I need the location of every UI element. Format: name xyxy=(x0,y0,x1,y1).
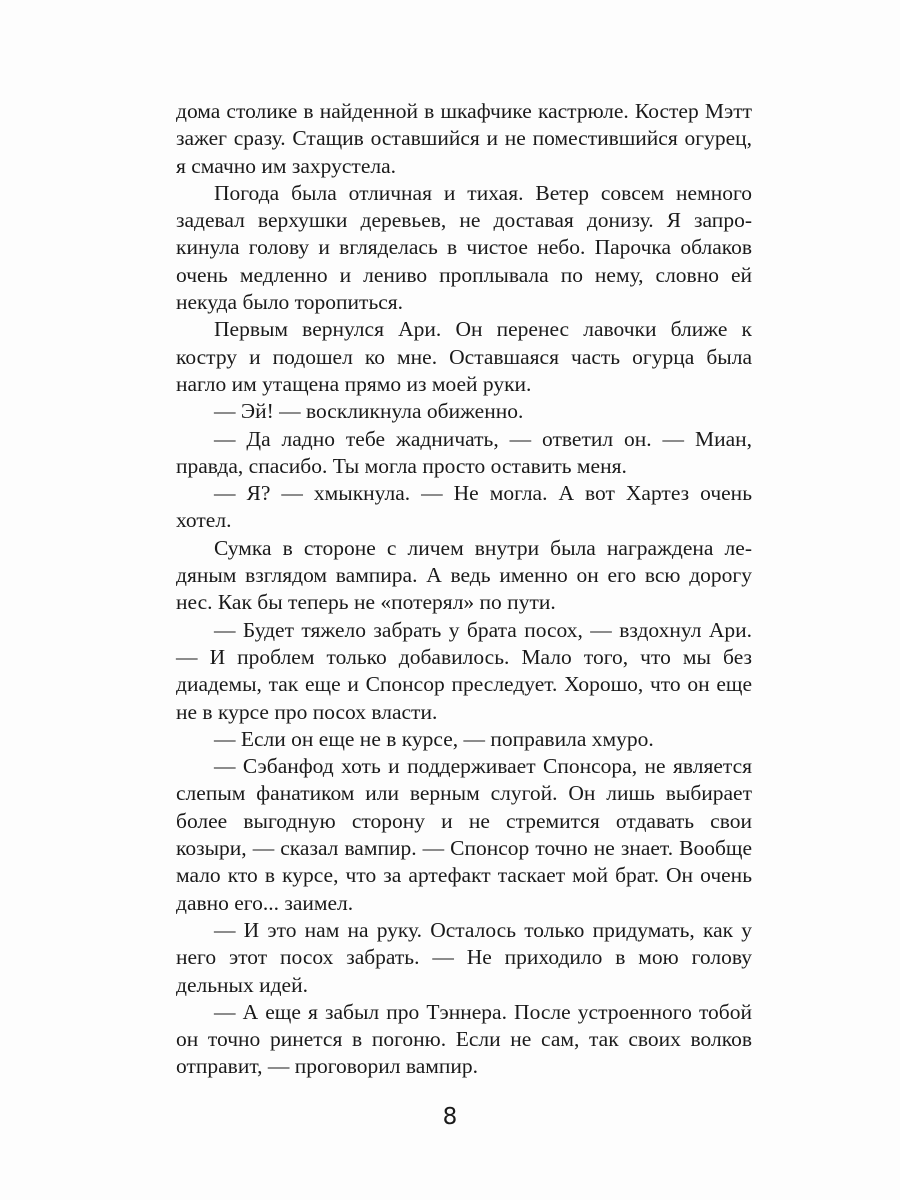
dialogue-line: — Сэбанфод хоть и поддерживает Спонсора, не является слепым фанатиком или верным слугой. Он лишь выбирает более выгодную сторону и не стремится отдавать свои козыри, — сказал вампир. — Спонсор точно не знает. Вообще мало кто в курсе, что за артефакт таскает мой брат. Он очень давно его... заимел. xyxy=(176,754,752,915)
paragraph: Первым вернулся Ари. Он перенес лавочки ближе к костру и подошел ко мне. Оставшаяся часть огурца была нагло им утащена прямо из моей руки. xyxy=(176,317,752,396)
body-text xyxy=(176,98,752,1081)
dialogue-line: — Будет тяжело забрать у брата посох, — вздохнул Ари. — И проблем только добавилось. Мало того, что мы без диадемы, так еще и Спонсор преследует. Хорошо, что он еще не в курсе про посох власти. xyxy=(176,617,752,724)
dialogue-line: — Я? — хмыкнула. — Не могла. А вот Хартез очень хотел. xyxy=(176,481,752,533)
paragraph: дома столике в найденной в шкафчике кастрюле. Костер Мэтт зажег сразу. Стащив оставшийся и не поместившийся огурец, я смачно им захрустела. xyxy=(176,99,752,178)
dialogue-line: — Эй! — воскликнула обиженно. xyxy=(214,399,524,424)
dialogue-line: — Да ладно тебе жадничать, — ответил он. — Миан, правда, спасибо. Ты могла просто оставить меня. xyxy=(176,426,752,478)
dialogue-line: — А еще я забыл про Тэннера. После устроенного тобой он точно ринется в погоню. Если не сам, так своих волков отправит, — проговорил вампир. xyxy=(176,999,752,1079)
paragraph: Погода была отличная и тихая. Ветер совсем немного задевал верхушки деревьев, не доставая донизу. Я запрокинула голову и вгляделась в чистое небо. Парочка облаков очень медленно и лениво проплывала по нему, словно ей некуда было торопиться. xyxy=(176,180,752,315)
page-number: 8 xyxy=(442,1104,458,1130)
dialogue-line: — Если он еще не в курсе, — поправила хмуро. xyxy=(214,726,654,751)
paragraph: Сумка в стороне с личем внутри была награждена ледяным взглядом вампира. А ведь именно он его всю дорогу нес. Как бы теперь не «потерял» по пути. xyxy=(176,535,752,615)
dialogue-line: — И это нам на руку. Осталось только придумать, как у него этот посох забрать. — Не приходило в мою голову дельных идей. xyxy=(176,917,752,997)
